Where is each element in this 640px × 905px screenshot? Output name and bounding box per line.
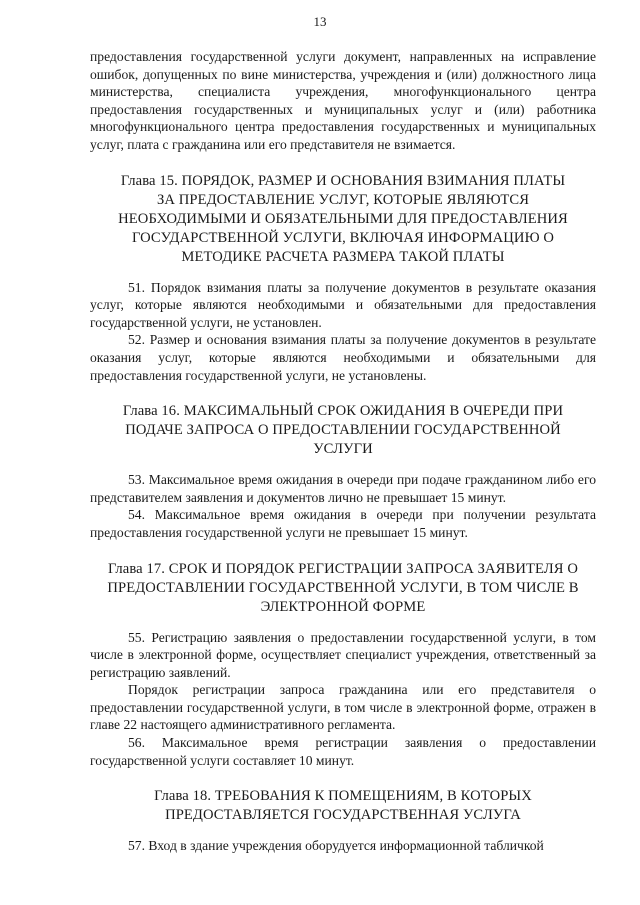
document-body	[90, 48, 596, 855]
heading-line: Глава 15. ПОРЯДОК, РАЗМЕР И ОСНОВАНИЯ ВЗИМАНИЯ ПЛАТЫ	[120, 172, 566, 189]
paragraph-57: 57. Вход в здание учреждения оборудуется информационной табличкой	[128, 838, 544, 854]
paragraph-54: 54. Максимальное время ожидания в очереди при получении результата предоставления государственной услуги не превышает 15 минут.	[90, 507, 596, 540]
spacer	[90, 769, 596, 787]
paragraph-registration-order: Порядок регистрации запроса гражданина или его представителя о предоставлении государственной услуги, в том числе в электронной форме, отражен в главе 22 настоящего административного регламента.	[90, 682, 596, 733]
paragraph-52: 52. Размер и основания взимания платы за получение документов в результате оказания услуг, которые являются необходимыми и обязательными для предоставления государственной услуги, не установлены.	[90, 332, 596, 383]
paragraph-51: 51. Порядок взимания платы за получение документов в результате оказания услуг, которые являются необходимыми и обязательными для предоставления государственной услуги, не установлен.	[90, 279, 596, 330]
chapter-17-heading	[90, 560, 596, 617]
heading-line: Глава 16. МАКСИМАЛЬНЫЙ СРОК ОЖИДАНИЯ В ОЧЕРЕДИ ПРИ	[122, 403, 564, 420]
chapter-16-heading	[90, 402, 596, 459]
heading-line: ГОСУДАРСТВЕННОЙ УСЛУГИ, ВКЛЮЧАЯ ИНФОРМАЦИЮ О	[131, 229, 555, 246]
heading-line: Глава 17. СРОК И ПОРЯДОК РЕГИСТРАЦИИ ЗАПРОСА ЗАЯВИТЕЛЯ О	[107, 560, 579, 577]
spacer	[90, 825, 596, 837]
paragraph-55: 55. Регистрацию заявления о предоставлении государственной услуги, в том числе в электронной форме, осуществляет специалист учреждения, ответственный за регистрацию заявлений.	[90, 629, 596, 680]
heading-line: ЗА ПРЕДОСТАВЛЕНИЕ УСЛУГ, КОТОРЫЕ ЯВЛЯЮТСЯ	[156, 191, 530, 208]
spacer	[90, 542, 596, 560]
heading-line: ПОДАЧЕ ЗАПРОСА О ПРЕДОСТАВЛЕНИИ ГОСУДАРСТВЕННОЙ	[125, 422, 561, 439]
paragraph-53: 53. Максимальное время ожидания в очереди при подаче гражданином либо его представителем заявления и документов лично не превышает 15 минут.	[90, 472, 596, 505]
page-number: 13	[313, 14, 327, 29]
spacer	[90, 267, 596, 279]
heading-line: ЭЛЕКТРОННОЙ ФОРМЕ	[260, 598, 426, 615]
heading-line: Глава 18. ТРЕБОВАНИЯ К ПОМЕЩЕНИЯМ, В КОТОРЫХ	[154, 788, 532, 805]
heading-line: УСЛУГИ	[313, 441, 373, 458]
intro-paragraph: предоставления государственной услуги документ, направленных на исправление ошибок, допущенных по вине министерства, учреждения и (или) должностного лица министерства, специалиста учреждения, многофункционального центра предоставления государственных и муниципальных услуг и (или) работника многофункционального центра предоставления государственных и муниципальных услуг, плата с гражданина или его представителя не взимается.	[90, 49, 596, 152]
spacer	[90, 154, 596, 172]
chapter-18-heading	[90, 787, 596, 825]
spacer	[90, 384, 596, 402]
heading-line: ПРЕДОСТАВЛЯЕТСЯ ГОСУДАРСТВЕННАЯ УСЛУГА	[165, 807, 521, 824]
paragraph-56: 56. Максимальное время регистрации заявления о предоставлении государственной услуги составляет 10 минут.	[90, 735, 596, 768]
heading-line: МЕТОДИКЕ РАСЧЕТА РАЗМЕРА ТАКОЙ ПЛАТЫ	[181, 248, 505, 265]
chapter-15-heading	[90, 172, 596, 267]
spacer	[90, 459, 596, 471]
spacer	[90, 617, 596, 629]
heading-line: НЕОБХОДИМЫМИ И ОБЯЗАТЕЛЬНЫМИ ДЛЯ ПРЕДОСТАВЛЕНИЯ	[118, 210, 568, 227]
heading-line: ПРЕДОСТАВЛЕНИИ ГОСУДАРСТВЕННОЙ УСЛУГИ, В ТОМ ЧИСЛЕ В	[107, 579, 579, 596]
